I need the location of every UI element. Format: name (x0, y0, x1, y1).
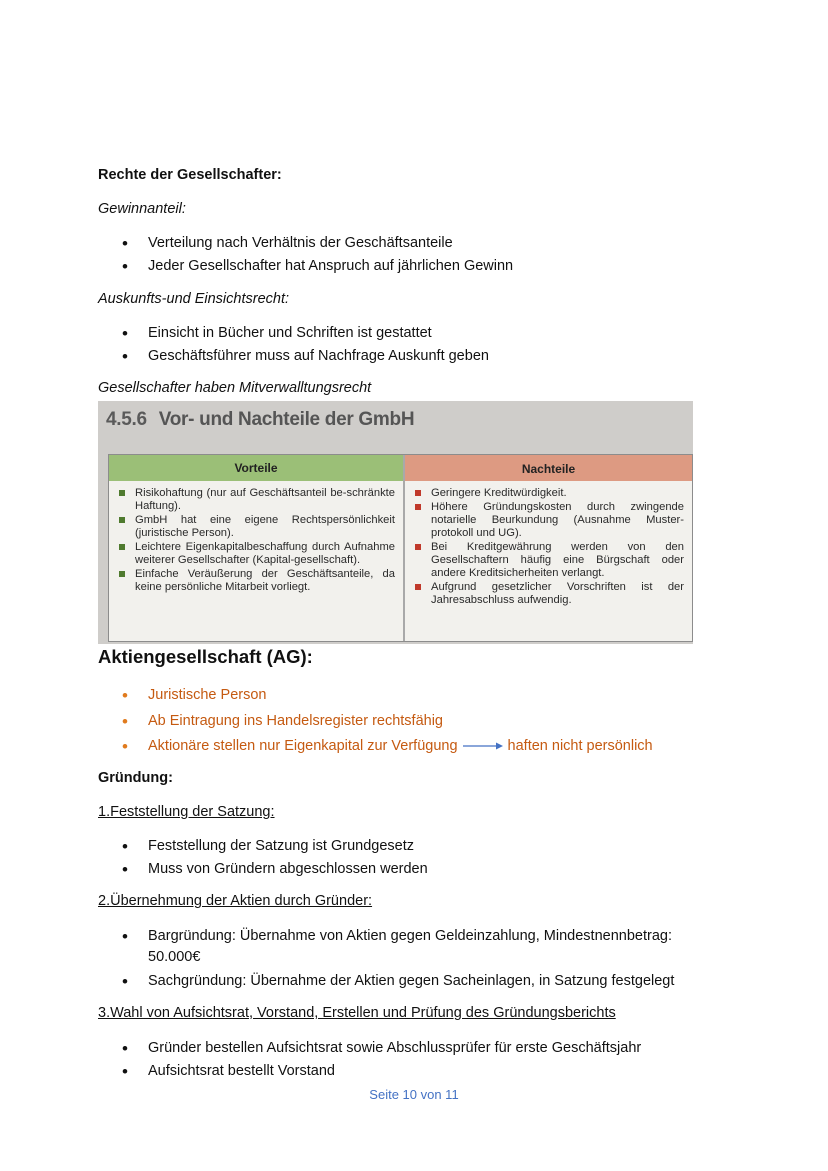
nachteil-item: Bei Kreditgewährung werden von den Gesellschaftern häufig eine Bürgschaft oder andere Kreditsicherheiten verlangt. (413, 541, 684, 580)
list-item: • Verteilung nach Verhältnis der Geschäftsanteile (98, 232, 738, 255)
auskunft-title: Auskunfts-und Einsichtsrecht: (98, 291, 290, 307)
gewinn-title: Gewinnanteil: (98, 201, 186, 217)
nachteile-header: Nachteile (405, 455, 692, 481)
arrow-right-icon (462, 741, 504, 751)
vorteil-item: Risikohaftung (nur auf Geschäftsanteil be-schränkte Haftung). (117, 487, 395, 513)
list-item: • Sachgründung: Übernahme der Aktien gegen Sacheinlagen, in Satzung festgelegt (98, 970, 720, 993)
step2-list (98, 926, 720, 993)
vorteil-item: GmbH hat eine eigene Rechtspersönlichkeit (juristische Person). (117, 514, 395, 540)
bullet-square-icon (119, 571, 125, 577)
vorteile-column (109, 455, 405, 641)
list-item: • Juristische Person (98, 683, 778, 709)
rechte-heading: Rechte der Gesellschafter: (98, 167, 282, 183)
step1-title: 1.Feststellung der Satzung: (98, 804, 275, 820)
bullet-square-icon (415, 504, 421, 510)
list-item: • Bargründung: Übernahme von Aktien gegen Geldeinzahlung, Mindestnennbetrag: 50.000€ (98, 926, 720, 968)
gruendung-heading: Gründung: (98, 770, 173, 786)
list-item: • Geschäftsführer muss auf Nachfrage Auskunft geben (98, 345, 738, 368)
step1-list (98, 835, 738, 881)
list-item: • Einsicht in Bücher und Schriften ist gestattet (98, 322, 738, 345)
vorteil-item: Leichtere Eigenkapitalbeschaffung durch Aufnahme weiterer Gesellschafter (Kapital-gesellschaft). (117, 541, 395, 567)
bullet-square-icon (415, 490, 421, 496)
bullet-square-icon (415, 544, 421, 550)
nachteile-column (405, 455, 692, 641)
nachteil-item: Geringere Kreditwürdigkeit. (413, 487, 684, 500)
bullet-square-icon (415, 584, 421, 590)
list-item: • Jeder Gesellschafter hat Anspruch auf jährlichen Gewinn (98, 255, 738, 278)
list-item: • Feststellung der Satzung ist Grundgesetz (98, 835, 738, 858)
list-item: • Ab Eintragung ins Handelsregister rechtsfähig (98, 709, 778, 735)
auskunft-list (98, 322, 738, 368)
nachteil-item: Höhere Gründungskosten durch zwingende notarielle Beurkundung (Ausnahme Muster-protokoll und UG). (413, 501, 684, 540)
vorteil-item: Einfache Veräußerung der Geschäftsanteile, da keine persönliche Mitarbeit vorliegt. (117, 568, 395, 594)
step2-title: 2.Übernehmung der Aktien durch Gründer: (98, 893, 373, 909)
ag-list (98, 683, 778, 760)
photo-section-number: 4.5.6 (106, 409, 147, 430)
ag-item-text: Aktionäre stellen nur Eigenkapital zur Verfügung (148, 738, 458, 754)
list-item: • Muss von Gründern abgeschlossen werden (98, 858, 738, 881)
step3-list (98, 1037, 758, 1083)
list-item: • Aufsichtsrat bestellt Vorstand (98, 1060, 758, 1083)
list-item (98, 734, 778, 760)
step3-title: 3.Wahl von Aufsichtsrat, Vorstand, Erstellen und Prüfung des Gründungsberichts (98, 1005, 616, 1021)
gewinn-list (98, 232, 738, 278)
arrow-result-text: haften nicht persönlich (507, 738, 653, 754)
gmbh-table-photo (98, 401, 693, 644)
ag-heading: Aktiengesellschaft (AG): (98, 646, 313, 667)
bullet-square-icon (119, 544, 125, 550)
bullet-square-icon (119, 517, 125, 523)
photo-title (106, 409, 414, 431)
mitverwaltung-text: Gesellschafter haben Mitverwalltungsrecht (98, 380, 372, 396)
page-footer: Seite 10 von 11 (369, 1087, 459, 1102)
nachteil-item: Aufgrund gesetzlicher Vorschriften ist der Jahresabschluss aufwendig. (413, 581, 684, 607)
photo-title-text: Vor- und Nachteile der GmbH (158, 409, 415, 430)
bullet-square-icon (119, 490, 125, 496)
list-item: • Gründer bestellen Aufsichtsrat sowie Abschlussprüfer für erste Geschäftsjahr (98, 1037, 758, 1060)
pros-cons-table (108, 454, 693, 642)
vorteile-header: Vorteile (109, 455, 403, 481)
